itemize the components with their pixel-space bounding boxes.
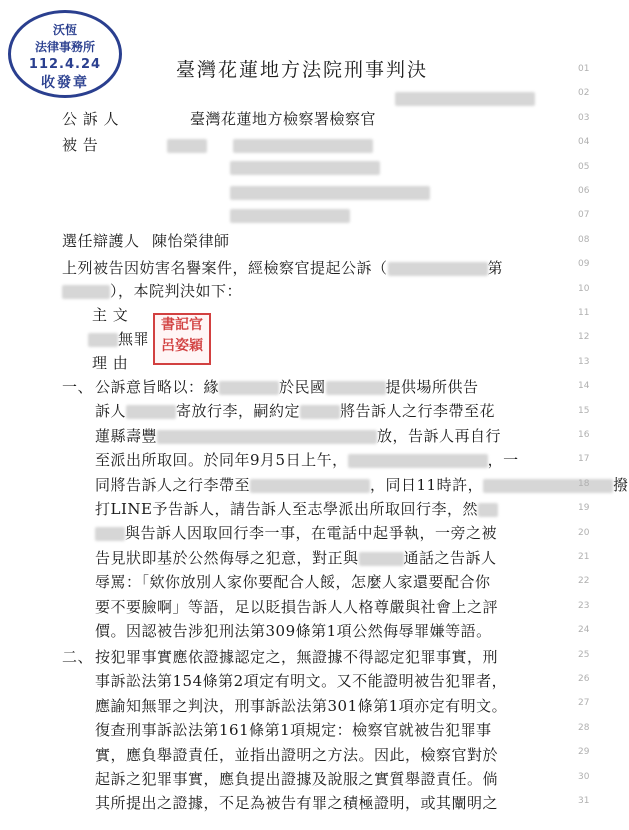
- line-number: 19: [578, 503, 590, 514]
- line-number: 18: [578, 478, 590, 489]
- redacted-indictment-number-2: [62, 285, 110, 299]
- intro-text-1-end: 第: [487, 259, 504, 277]
- section1-line: [95, 547, 497, 569]
- redacted-text: [250, 479, 370, 493]
- redacted-text: [478, 503, 498, 517]
- clerk-seal-title: 書記官: [161, 317, 203, 333]
- stamp-date: 112.4.24: [28, 57, 102, 72]
- line-number: 08: [578, 234, 590, 245]
- line-number: 17: [578, 454, 590, 465]
- section1-text: 至派出所取回。於同年9月5日上午，: [95, 451, 348, 470]
- line-number: 31: [578, 796, 590, 806]
- defender-name: 陳怡榮律師: [152, 232, 230, 250]
- line-number: 29: [578, 747, 590, 758]
- redacted-defendant-name-verdict: [88, 333, 118, 347]
- redacted-text: [483, 479, 613, 493]
- section1-line: [95, 596, 498, 618]
- section1-line: [95, 400, 495, 422]
- line-number: 10: [578, 283, 590, 294]
- document-title: 臺灣花蓮地方法院刑事判決: [176, 59, 429, 81]
- section1-text: 同將告訴人之行李帶至: [95, 475, 251, 494]
- section1-text: 蓮縣壽豐: [95, 426, 158, 445]
- line-number: 21: [578, 552, 590, 562]
- section2-line: 事訴訟法第154條第2項定有明文。又不能證明被告犯罪者，: [95, 672, 508, 691]
- prosecutor-label: 公 訴 人: [62, 110, 120, 128]
- section2-number: 二、: [62, 648, 94, 666]
- defendant-label: 被 告: [62, 136, 99, 154]
- section1-line: [95, 376, 479, 398]
- line-number: 12: [578, 332, 590, 343]
- section1-text: ，一: [487, 451, 519, 470]
- section1-text: 價。因認被告涉犯刑法第309條第1項公然侮辱罪嫌等語。: [95, 622, 492, 640]
- line-number: 02: [578, 88, 590, 99]
- line-number: 30: [578, 771, 590, 782]
- line-number: 27: [578, 698, 590, 709]
- stamp-firm-name: 沃恆: [52, 23, 77, 37]
- section2-line: 起訴之犯罪事實，應負提出證據及說服之實質舉證責任。倘: [95, 770, 499, 788]
- intro-line-2: [62, 280, 242, 302]
- line-number: 15: [578, 405, 590, 416]
- defender-row: [62, 230, 230, 252]
- line-number: 22: [578, 576, 590, 587]
- intro-text-2: ），本院判決如下：: [110, 282, 243, 300]
- section1-line: [95, 571, 491, 593]
- line-number: 13: [578, 356, 590, 367]
- reason-label: 理 由: [92, 354, 129, 372]
- clerk-seal-name: 呂姿穎: [161, 338, 203, 354]
- section1-text: 於民國: [279, 378, 326, 396]
- section1-line: [95, 498, 498, 520]
- section1-text: 與告訴人因取回行李一事，在電話中起爭執，一旁之被: [125, 524, 498, 543]
- line-number: 06: [578, 186, 590, 196]
- stamp-label: 收發章: [41, 75, 89, 91]
- verdict-text: 無罪: [118, 330, 150, 348]
- section1-text: 放，告訴人再自行: [377, 426, 502, 445]
- defendant-row: [62, 134, 373, 156]
- line-number: 26: [578, 674, 590, 684]
- main-text-label: 主 文: [92, 306, 129, 324]
- redacted-text: [157, 430, 377, 444]
- redacted-text: [326, 381, 386, 395]
- section2-line: 按犯罪事實應依證據認定之，無證據不得認定犯罪事實，刑: [95, 648, 499, 666]
- section1-text: 打LINE予告訴人，請告訴人至志學派出所取回行李，然: [95, 500, 478, 518]
- line-number: 03: [578, 112, 590, 123]
- intro-line-1: [62, 257, 503, 279]
- redacted-defendant-name: [167, 139, 207, 153]
- section1-number: 一、: [62, 378, 94, 396]
- redacted-text: [126, 405, 176, 419]
- section1-text: 告見狀即基於公然侮辱之犯意，對正與: [95, 548, 359, 567]
- prosecutor-name: 臺灣花蓮地方檢察署檢察官: [190, 110, 377, 128]
- section2-line: 應諭知無罪之判決，刑事訴訟法第301條第1項亦定有明文。: [95, 696, 508, 715]
- line-number: 28: [578, 722, 590, 733]
- line-number: 23: [578, 600, 590, 611]
- section1-text: 提供場所供告: [385, 378, 479, 396]
- section1-text: 將告訴人之行李帶至花: [340, 402, 496, 421]
- line-number: 14: [578, 381, 590, 392]
- section1-text: 撥: [613, 475, 629, 494]
- clerk-seal: [153, 313, 211, 365]
- prosecutor-row: [62, 108, 376, 130]
- redacted-case-number: [395, 92, 535, 106]
- intro-text-1: 上列被告因妨害名譽案件，經檢察官提起公訴（: [62, 259, 388, 277]
- section1-text: 通話之告訴人: [403, 548, 497, 567]
- redacted-indictment-number: [388, 262, 488, 276]
- line-number: 24: [578, 625, 590, 636]
- section1-line: [95, 620, 492, 642]
- defender-label: 選任辯護人: [62, 232, 140, 250]
- stamp-firm-type: 法律事務所: [34, 40, 95, 54]
- line-number: 09: [578, 259, 590, 270]
- line-number: 01: [578, 64, 590, 74]
- redacted-defendant-info: [233, 139, 373, 153]
- redacted-text: [348, 454, 488, 468]
- line-number: 11: [578, 308, 590, 318]
- section1-line: [95, 449, 519, 471]
- verdict-row: [88, 328, 149, 350]
- section1-line: [95, 474, 629, 496]
- section1-text: 辱罵：「欸你放別人家你要配合人餒，怎麼人家還要配合你: [95, 573, 491, 592]
- received-stamp: [8, 10, 122, 98]
- line-number: 04: [578, 137, 590, 148]
- redacted-text: [219, 381, 279, 395]
- section2-line: 實，應負舉證責任，並指出證明之方法。因此，檢察官對於: [95, 745, 499, 764]
- line-number: 07: [578, 210, 590, 221]
- line-number: 16: [578, 430, 590, 440]
- redacted-text: [359, 552, 404, 566]
- section1-text: 訴人: [95, 402, 127, 421]
- section1-line: [95, 425, 501, 447]
- line-number: 05: [578, 161, 590, 172]
- section1-text: 要不要臉啊」等語，足以貶損告訴人人格尊嚴與社會上之評: [95, 597, 499, 616]
- redacted-defendant-info-4: [230, 209, 350, 223]
- section1-text: 寄放行李，嗣約定: [176, 402, 301, 421]
- redacted-text: [300, 405, 340, 419]
- line-number: 25: [578, 649, 590, 660]
- line-number: 20: [578, 527, 590, 538]
- section1-text: ，同日11時許，: [370, 475, 484, 494]
- section1-line: [95, 522, 497, 544]
- redacted-text: [95, 527, 125, 541]
- redacted-defendant-info-2: [230, 161, 380, 175]
- redacted-defendant-info-3: [230, 186, 430, 200]
- section2-line: 其所提出之證據，不足為被告有罪之積極證明，或其闡明之: [95, 794, 499, 813]
- section1-text: 公訴意旨略以：緣: [95, 378, 220, 396]
- section2-line: 復查刑事訴訟法第161條第1項規定：檢察官就被告犯罪事: [95, 721, 492, 740]
